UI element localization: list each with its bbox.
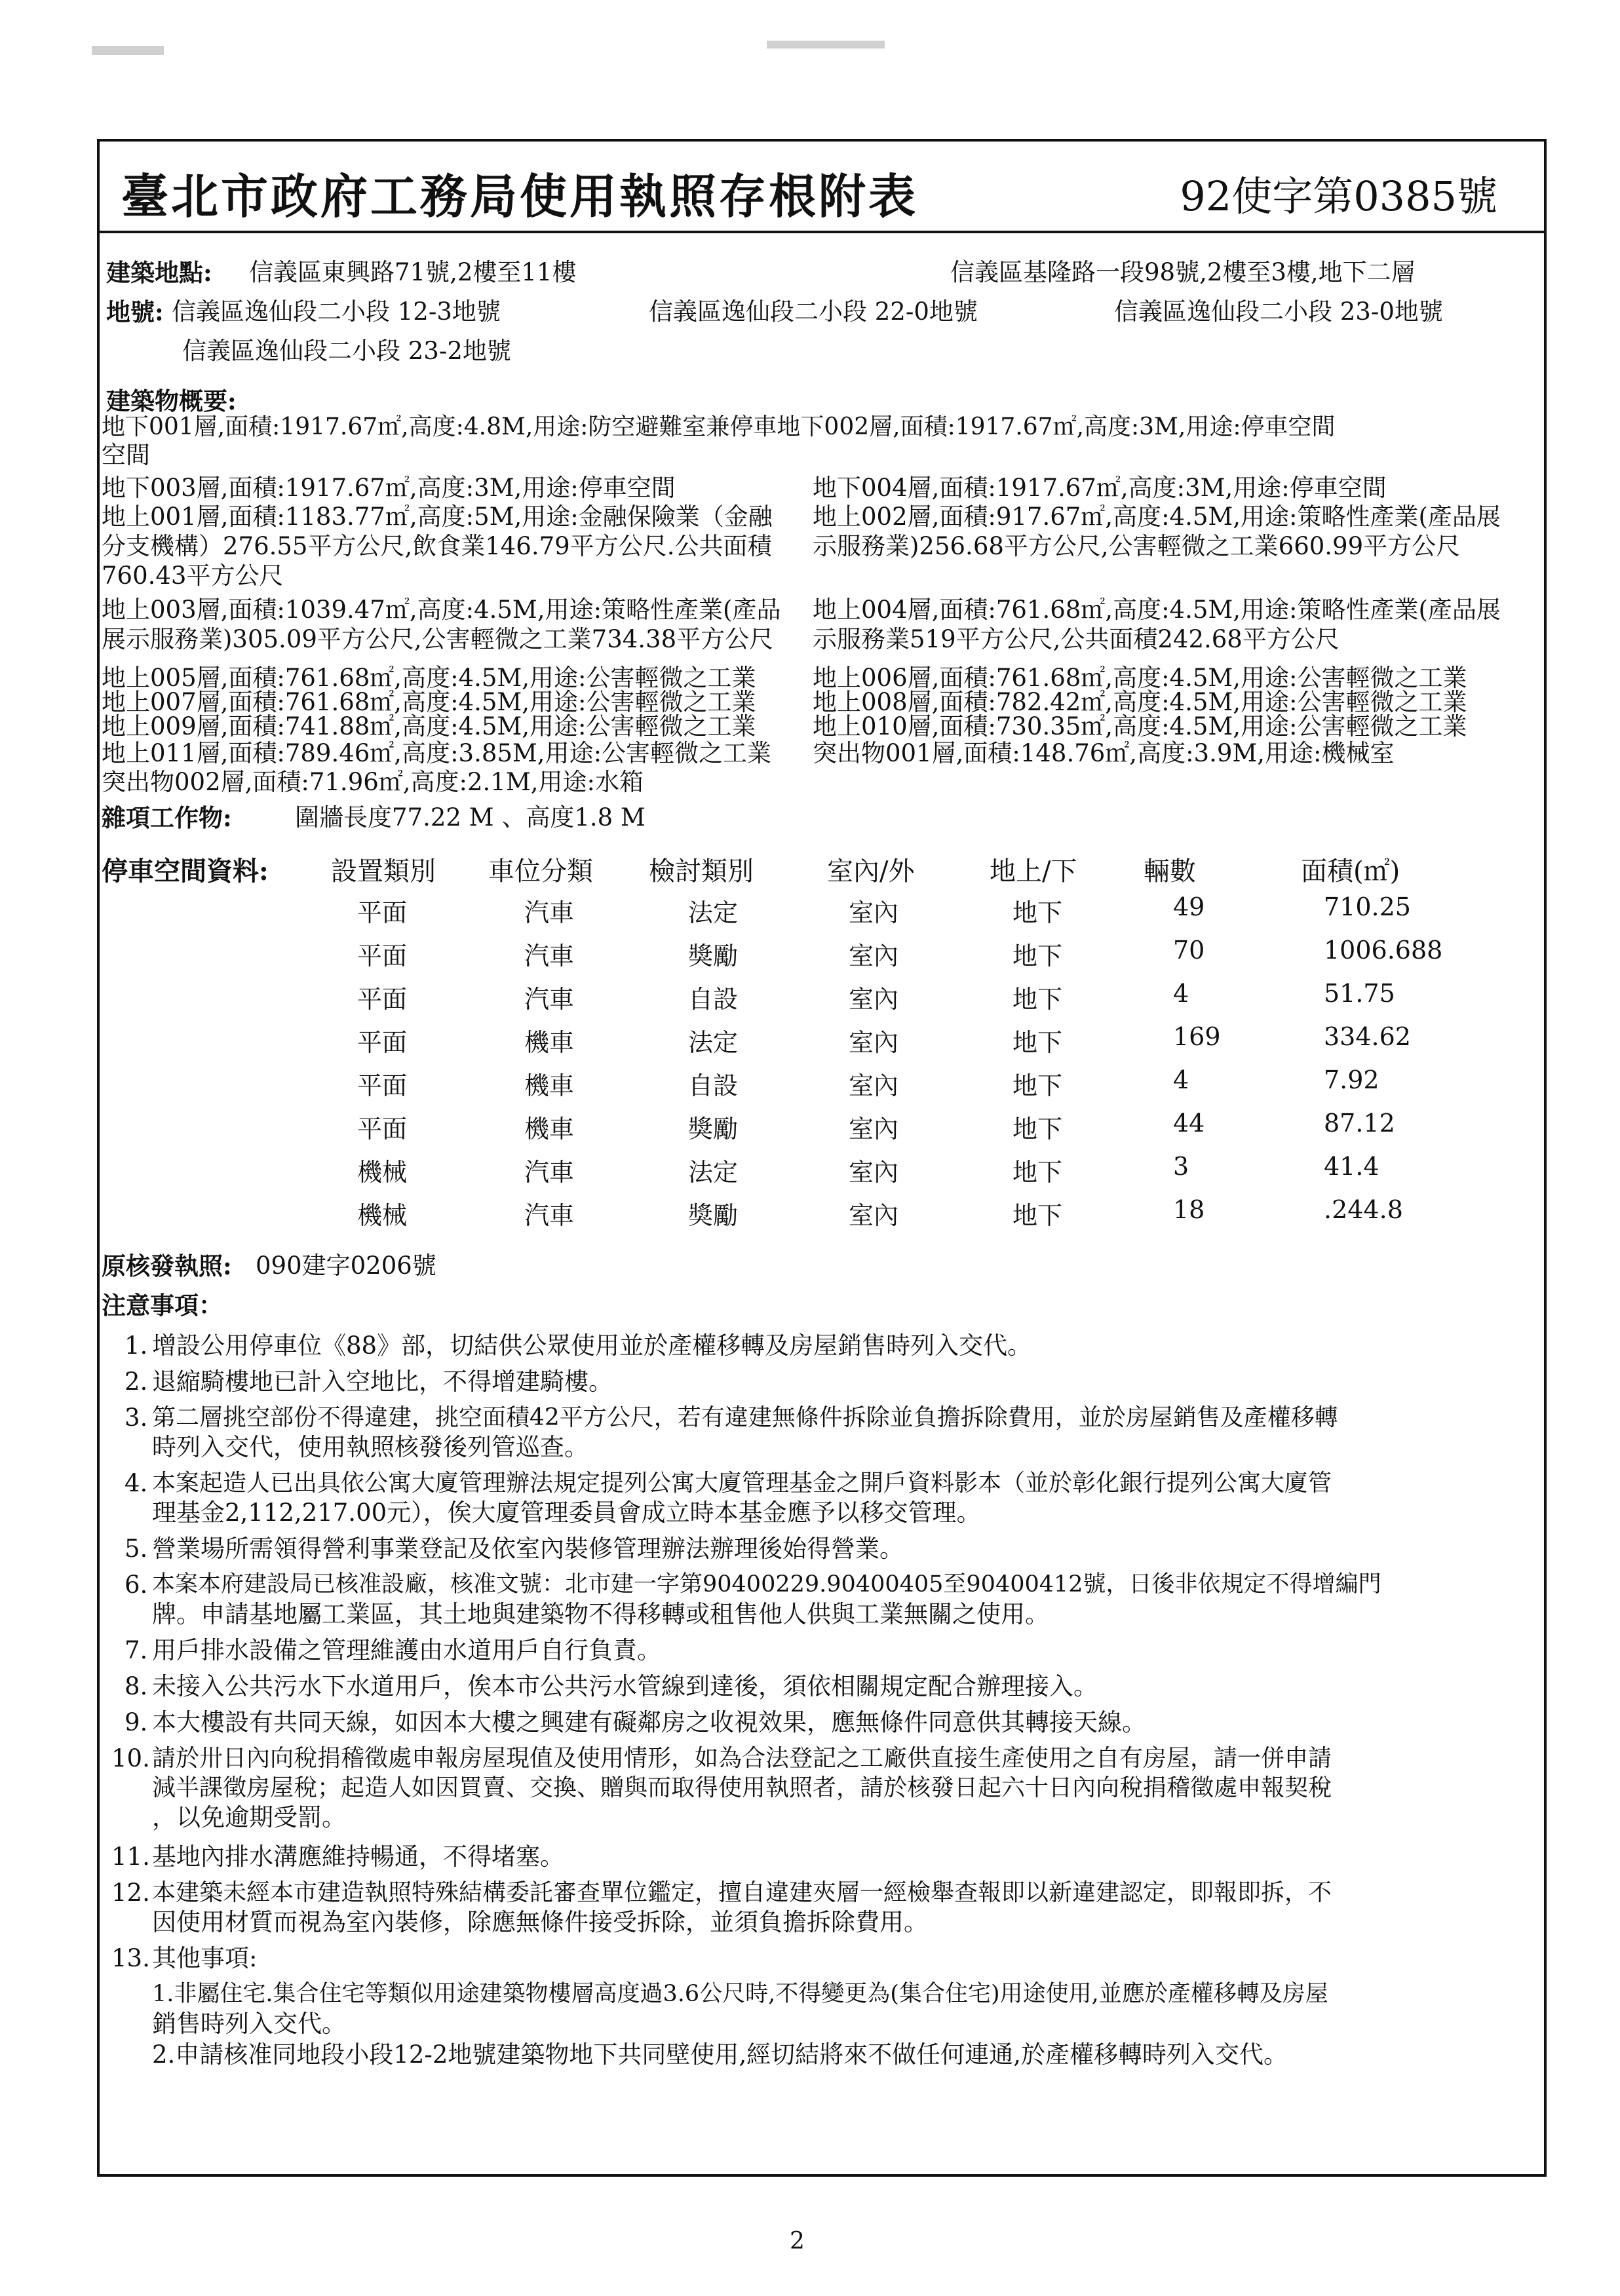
parking-header: 室內/外 bbox=[827, 856, 915, 887]
floor-2-a: 地上002層,面積:917.67㎡,高度:4.5M,用途:策略性產業(產品展 bbox=[813, 503, 1501, 531]
parking-cell-count: 70 bbox=[1173, 936, 1205, 965]
parking-header: 設置類別 bbox=[331, 856, 436, 887]
note-number: 1. bbox=[125, 1331, 148, 1360]
note-number: 8. bbox=[125, 1672, 148, 1700]
parking-header: 輛數 bbox=[1144, 856, 1196, 887]
note-number: 6. bbox=[125, 1571, 148, 1599]
note-number: 13. bbox=[111, 1944, 150, 1972]
parking-cell-count: 18 bbox=[1173, 1195, 1205, 1224]
parking-cell-indoor: 室內 bbox=[849, 898, 899, 927]
note-13-1-a: 1.非屬住宅.集合住宅等類似用途建築物樓層高度過3.6公尺時,不得變更為(集合住宅)用途使用,並應於產權移轉及房屋 bbox=[152, 1981, 1328, 2007]
parking-label: 停車空間資料: bbox=[102, 856, 269, 887]
parking-cell-indoor: 室內 bbox=[849, 1201, 899, 1230]
parking-cell-review: 自設 bbox=[688, 985, 739, 1014]
header-rule bbox=[98, 231, 1547, 233]
parking-cell-review: 獎勵 bbox=[688, 1201, 739, 1230]
parking-cell-review: 法定 bbox=[688, 1158, 739, 1187]
roof-1: 突出物001層,面積:148.76㎡,高度:3.9M,用途:機械室 bbox=[813, 739, 1395, 767]
parking-cell-setting: 平面 bbox=[357, 898, 408, 927]
floor-8: 地上008層,面積:782.42㎡,高度:4.5M,用途:公害輕微之工業 bbox=[813, 688, 1467, 716]
parking-cell-review: 法定 bbox=[688, 898, 739, 927]
floor-3-b: 展示服務業)305.09平方公尺,公害輕微之工業734.38平方公尺 bbox=[102, 625, 774, 653]
note-6-a: 本案本府建設局已核准設廠，核准文號：北市建一字第90400229.90400405至90400412號，日後非依規定不得增編門 bbox=[152, 1571, 1381, 1598]
parking-cell-area: .244.8 bbox=[1324, 1195, 1403, 1224]
floor-7: 地上007層,面積:761.68㎡,高度:4.5M,用途:公害輕微之工業 bbox=[102, 688, 756, 716]
note-11: 基地內排水溝應維持暢通，不得堵塞。 bbox=[152, 1843, 564, 1871]
note-7: 用戶排水設備之管理維護由水道用戶自行負責。 bbox=[152, 1636, 661, 1664]
note-number: 5. bbox=[125, 1535, 148, 1563]
parking-cell-setting: 平面 bbox=[357, 942, 408, 970]
lot-3: 信義區逸仙段二小段 23-0地號 bbox=[1114, 297, 1443, 326]
parking-header: 檢討類別 bbox=[649, 856, 754, 887]
note-number: 9. bbox=[125, 1708, 148, 1736]
note-number: 12. bbox=[111, 1879, 150, 1907]
scan-smudge bbox=[767, 41, 885, 48]
parking-cell-vehicle: 汽車 bbox=[524, 942, 575, 970]
original-permit-value: 090建字0206號 bbox=[256, 1252, 436, 1280]
lots-label: 地號: bbox=[106, 297, 164, 326]
parking-cell-level: 地下 bbox=[1013, 1201, 1063, 1230]
parking-cell-indoor: 室內 bbox=[849, 1158, 899, 1187]
floor-10: 地上010層,面積:730.35㎡,高度:4.5M,用途:公害輕微之工業 bbox=[813, 712, 1467, 740]
note-2: 退縮騎樓地已計入空地比，不得增建騎樓。 bbox=[152, 1368, 613, 1396]
note-6-b: 牌。申請基地屬工業區，其土地與建築物不得移轉或租售他人供與工業無關之使用。 bbox=[152, 1600, 1049, 1628]
note-4-a: 本案起造人已出具依公寓大廈管理辦法規定提列公寓大廈管理基金之開戶資料影本（並於彰化銀行提列公寓大廈管 bbox=[152, 1470, 1332, 1497]
parking-cell-setting: 機械 bbox=[357, 1158, 408, 1187]
parking-cell-count: 3 bbox=[1173, 1152, 1189, 1181]
parking-cell-vehicle: 汽車 bbox=[524, 1158, 575, 1187]
page-number: 2 bbox=[790, 2228, 805, 2255]
original-permit-label: 原核發執照: bbox=[102, 1252, 232, 1280]
parking-cell-review: 法定 bbox=[688, 1028, 739, 1057]
floor-b4: 地下004層,面積:1917.67㎡,高度:3M,用途:停車空間 bbox=[813, 474, 1387, 502]
parking-cell-indoor: 室內 bbox=[849, 985, 899, 1014]
parking-cell-setting: 機械 bbox=[357, 1201, 408, 1230]
parking-cell-vehicle: 機車 bbox=[524, 1115, 575, 1143]
floor-5: 地上005層,面積:761.68㎡,高度:4.5M,用途:公害輕微之工業 bbox=[102, 664, 756, 692]
parking-cell-vehicle: 機車 bbox=[524, 1071, 575, 1100]
note-8: 未接入公共污水下水道用戶，俟本市公共污水管線到達後，須依相關規定配合辦理接入。 bbox=[152, 1672, 1098, 1700]
note-number: 10. bbox=[111, 1744, 150, 1772]
parking-cell-area: 334.62 bbox=[1324, 1022, 1411, 1051]
parking-cell-area: 41.4 bbox=[1324, 1152, 1379, 1181]
parking-cell-level: 地下 bbox=[1013, 1115, 1063, 1143]
parking-cell-indoor: 室內 bbox=[849, 942, 899, 970]
misc-works: 圍牆長度77.22 M 、高度1.8 M bbox=[295, 803, 646, 832]
floor-1-b: 分支機構）276.55平方公尺,飲食業146.79平方公尺.公共面積 bbox=[102, 532, 772, 560]
parking-cell-area: 87.12 bbox=[1324, 1109, 1395, 1138]
note-number: 11. bbox=[111, 1843, 150, 1871]
overview-heading: 建築物概要: bbox=[106, 387, 237, 415]
document-title: 臺北市政府工務局使用執照存根附表 bbox=[121, 168, 919, 224]
note-12-a: 本建築未經本市建造執照特殊結構委託審查單位鑑定，擅自違建夾層一經檢舉查報即以新違建認定，即報即拆，不 bbox=[152, 1879, 1332, 1906]
floor-b1: 地下001層,面積:1917.67㎡,高度:4.8M,用途:防空避難室兼停車地下002層,面積:1917.67㎡,高度:3M,用途:停車空間 bbox=[102, 413, 1336, 440]
parking-cell-indoor: 室內 bbox=[849, 1028, 899, 1057]
note-10-a: 請於卅日內向稅捐稽徵處申報房屋現值及使用情形，如為合法登記之工廠供直接生產使用之自有房屋，請一併申請 bbox=[152, 1745, 1332, 1772]
floor-2-b: 示服務業)256.68平方公尺,公害輕微之工業660.99平方公尺 bbox=[813, 532, 1461, 560]
note-13-1-b: 銷售時列入交代。 bbox=[152, 2010, 346, 2038]
floor-6: 地上006層,面積:761.68㎡,高度:4.5M,用途:公害輕微之工業 bbox=[813, 664, 1467, 692]
note-4-b: 理基金2,112,217.00元），俟大廈管理委員會成立時本基金應予以移交管理。 bbox=[152, 1499, 981, 1527]
note-13-2: 2.申請核准同地段小段12-2地號建築物地下共同壁使用,經切結將來不做任何連通,於產權移轉時列入交代。 bbox=[152, 2040, 1288, 2069]
note-10-b: 減半課徵房屋稅；起造人如因買賣、交換、贈與而取得使用執照者，請於核發日起六十日內向稅捐稽徵處申報契稅 bbox=[152, 1774, 1332, 1801]
note-3-a: 第二層挑空部份不得違建，挑空面積42平方公尺，若有違建無條件拆除並負擔拆除費用，並於房屋銷售及產權移轉 bbox=[152, 1404, 1338, 1431]
location-address-1: 信義區東興路71號,2樓至11樓 bbox=[249, 258, 577, 286]
document-header bbox=[115, 159, 1524, 231]
floor-4-b: 示服務業519平方公尺,公共面積242.68平方公尺 bbox=[813, 625, 1340, 653]
parking-cell-level: 地下 bbox=[1013, 1071, 1063, 1100]
note-number: 3. bbox=[125, 1404, 148, 1432]
parking-cell-count: 49 bbox=[1173, 892, 1205, 921]
location-label: 建築地點: bbox=[106, 258, 212, 287]
floor-b1-cont: 空間 bbox=[102, 441, 150, 469]
parking-cell-setting: 平面 bbox=[357, 985, 408, 1014]
floor-4-a: 地上004層,面積:761.68㎡,高度:4.5M,用途:策略性產業(產品展 bbox=[813, 596, 1501, 624]
note-1: 增設公用停車位《88》部，切結供公眾使用並於產權移轉及房屋銷售時列入交代。 bbox=[152, 1331, 1032, 1360]
parking-cell-count: 44 bbox=[1173, 1109, 1205, 1138]
parking-cell-count: 4 bbox=[1173, 1065, 1189, 1094]
parking-cell-area: 7.92 bbox=[1324, 1065, 1379, 1094]
lot-2: 信義區逸仙段二小段 22-0地號 bbox=[649, 297, 978, 326]
parking-cell-area: 51.75 bbox=[1324, 979, 1395, 1008]
roof-2: 突出物002層,面積:71.96㎡,高度:2.1M,用途:水箱 bbox=[102, 768, 644, 796]
floor-1-c: 760.43平方公尺 bbox=[102, 562, 284, 590]
note-number: 2. bbox=[125, 1368, 148, 1396]
parking-cell-review: 獎勵 bbox=[688, 942, 739, 970]
parking-cell-level: 地下 bbox=[1013, 1158, 1063, 1187]
lot-1: 信義區逸仙段二小段 12-3地號 bbox=[172, 297, 501, 326]
permit-number: 92使字第0385號 bbox=[1180, 172, 1497, 220]
misc-works-label: 雜項工作物: bbox=[102, 803, 232, 832]
floor-11: 地上011層,面積:789.46㎡,高度:3.85M,用途:公害輕微之工業 bbox=[102, 739, 772, 767]
parking-header: 車位分類 bbox=[488, 856, 593, 887]
floor-3-a: 地上003層,面積:1039.47㎡,高度:4.5M,用途:策略性產業(產品 bbox=[102, 596, 781, 624]
note-number: 7. bbox=[125, 1636, 148, 1664]
parking-cell-setting: 平面 bbox=[357, 1071, 408, 1100]
parking-cell-level: 地下 bbox=[1013, 942, 1063, 970]
parking-cell-level: 地下 bbox=[1013, 985, 1063, 1014]
parking-cell-area: 710.25 bbox=[1324, 892, 1411, 921]
parking-cell-level: 地下 bbox=[1013, 898, 1063, 927]
floor-9: 地上009層,面積:741.88㎡,高度:4.5M,用途:公害輕微之工業 bbox=[102, 712, 756, 740]
note-number: 4. bbox=[125, 1469, 148, 1497]
note-5: 營業場所需領得營利事業登記及依室內裝修管理辦法辦理後始得營業。 bbox=[152, 1535, 904, 1563]
parking-cell-setting: 平面 bbox=[357, 1115, 408, 1143]
note-12-b: 因使用材質而視為室內裝修，除應無條件接受拆除，並須負擔拆除費用。 bbox=[152, 1908, 928, 1936]
parking-cell-count: 4 bbox=[1173, 979, 1189, 1008]
parking-cell-indoor: 室內 bbox=[849, 1115, 899, 1143]
note-9: 本大樓設有共同天線，如因本大樓之興建有礙鄰房之收視效果，應無條件同意供其轉接天線。 bbox=[152, 1708, 1146, 1736]
note-13: 其他事項: bbox=[152, 1944, 258, 1972]
parking-header: 面積(㎡) bbox=[1301, 856, 1400, 887]
note-10-c: ，以免逾期受罰。 bbox=[152, 1803, 346, 1831]
note-3-b: 時列入交代，使用執照核發後列管巡查。 bbox=[152, 1433, 588, 1461]
floor-1-a: 地上001層,面積:1183.77㎡,高度:5M,用途:金融保險業（金融 bbox=[102, 503, 773, 531]
parking-cell-review: 獎勵 bbox=[688, 1115, 739, 1143]
scan-smudge bbox=[92, 46, 164, 55]
notes-heading: 注意事項： bbox=[102, 1291, 223, 1320]
parking-cell-vehicle: 汽車 bbox=[524, 1201, 575, 1230]
parking-cell-review: 自設 bbox=[688, 1071, 739, 1100]
parking-cell-count: 169 bbox=[1173, 1022, 1221, 1051]
parking-cell-indoor: 室內 bbox=[849, 1071, 899, 1100]
parking-cell-vehicle: 機車 bbox=[524, 1028, 575, 1057]
lot-4: 信義區逸仙段二小段 23-2地號 bbox=[182, 337, 511, 365]
parking-cell-area: 1006.688 bbox=[1324, 936, 1443, 965]
parking-cell-setting: 平面 bbox=[357, 1028, 408, 1057]
location-address-2: 信義區基隆路一段98號,2樓至3樓,地下二層 bbox=[950, 258, 1416, 286]
floor-b3: 地下003層,面積:1917.67㎡,高度:3M,用途:停車空間 bbox=[102, 474, 676, 502]
parking-cell-vehicle: 汽車 bbox=[524, 898, 575, 927]
parking-cell-level: 地下 bbox=[1013, 1028, 1063, 1057]
parking-header: 地上/下 bbox=[990, 856, 1077, 887]
parking-cell-vehicle: 汽車 bbox=[524, 985, 575, 1014]
